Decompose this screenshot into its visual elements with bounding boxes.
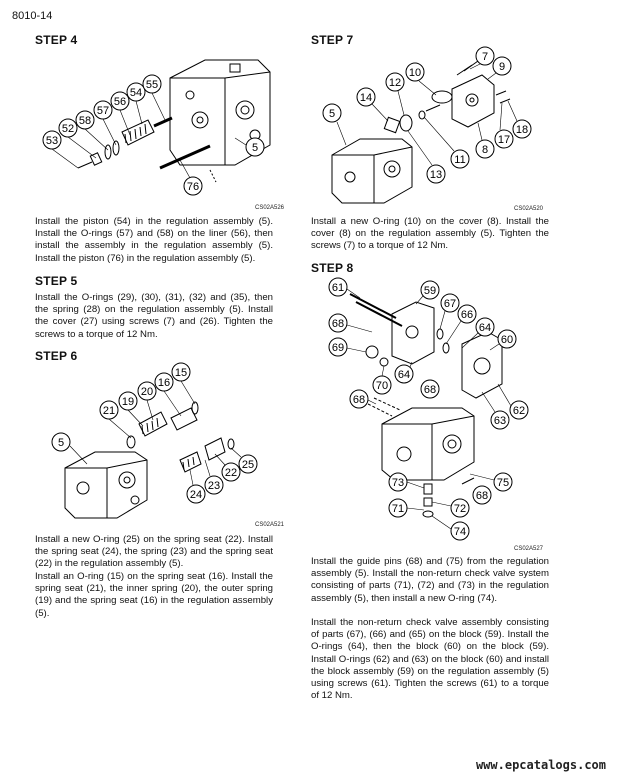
callout-68-c: 68 xyxy=(352,394,366,406)
step-6-title: STEP 6 xyxy=(35,349,78,363)
callout-75: 75 xyxy=(496,477,510,489)
callout-5: 5 xyxy=(57,437,65,449)
step-4-figure xyxy=(30,50,300,208)
callout-18: 18 xyxy=(515,124,529,136)
callout-54: 54 xyxy=(129,87,143,99)
callout-12: 12 xyxy=(388,77,402,89)
callout-9: 9 xyxy=(498,61,506,73)
step-7-figure-code: CS02A520 xyxy=(514,206,544,212)
callout-63: 63 xyxy=(493,415,507,427)
callout-5: 5 xyxy=(328,108,336,120)
step-6-text-2: Install an O-ring (15) on the spring seat (16). Install the spring seat (21), the inner spring (20), the outer spring (19) and the spring seat (16) in the regulation assembly (5). xyxy=(35,571,273,619)
callout-17: 17 xyxy=(497,134,511,146)
callout-68-b: 68 xyxy=(423,384,437,396)
callout-22: 22 xyxy=(224,467,238,479)
callout-68-d: 68 xyxy=(475,490,489,502)
callout-11: 11 xyxy=(454,154,466,166)
callout-53: 53 xyxy=(45,135,59,147)
step-5-title: STEP 5 xyxy=(35,274,78,288)
step-6-figure-code: CS02A521 xyxy=(255,522,285,528)
step-7-title: STEP 7 xyxy=(311,33,354,47)
callout-10: 10 xyxy=(408,67,422,79)
callout-16: 16 xyxy=(157,377,171,389)
callout-5: 5 xyxy=(251,142,259,154)
callout-15: 15 xyxy=(174,367,188,379)
step-8-figure-code: CS02A527 xyxy=(514,546,544,552)
page-number: 8010-14 xyxy=(12,10,53,22)
step-6-figure xyxy=(35,360,275,522)
callout-19: 19 xyxy=(121,396,135,408)
callout-68-a: 68 xyxy=(331,318,345,330)
callout-52: 52 xyxy=(61,123,75,135)
callout-61: 61 xyxy=(331,282,345,294)
callout-58: 58 xyxy=(78,115,92,127)
step-8-text-1: Install the guide pins (68) and (75) from the regulation assembly (5). Install the non-return check valve system consisting of parts (71), (72) and (73) in the regulation assembly (5), then install a new O-ring (74). xyxy=(311,556,549,604)
step-5-text: Install the O-rings (29), (30), (31), (32) and (35), then the spring (28) on the regulation assembly (5). Install the cover (27) using screws (7) and (26). Tighten the screws to a torque of 12 Nm. xyxy=(35,292,273,340)
callout-64-b: 64 xyxy=(397,369,411,381)
step-7-text: Install a new O-ring (10) on the cover (8). Install the cover (8) on the regulation assembly (5). Tighten the screws (7) to a torque of 12 Nm. xyxy=(311,216,549,252)
callout-76: 76 xyxy=(186,181,200,193)
callout-24: 24 xyxy=(189,489,203,501)
step-4-figure-code: CS02A526 xyxy=(255,205,285,211)
callout-57: 57 xyxy=(96,105,110,117)
step-4-title: STEP 4 xyxy=(35,33,78,47)
callout-20: 20 xyxy=(140,386,154,398)
step-7-figure xyxy=(312,45,552,213)
callout-64-a: 64 xyxy=(478,322,492,334)
callout-73: 73 xyxy=(391,477,405,489)
callout-62: 62 xyxy=(512,405,526,417)
callout-74: 74 xyxy=(453,526,467,538)
callout-59: 59 xyxy=(423,285,437,297)
callout-60: 60 xyxy=(500,334,514,346)
step-4-text: Install the piston (54) in the regulation assembly (5). Install the O-rings (57) and (58) on the liner (56), then install the assembly in the regulation assembly (5). Install the piston (76) in the regulation assembly (5). xyxy=(35,216,273,264)
watermark: www.epcatalogs.com xyxy=(475,758,606,772)
step-8-text-2: Install the non-return check valve assembly consisting of parts (67), (66) and (65) on the block (59). Install the O-rings (64), then the block (60) on the block (59). Install O-rings (62) and (63) on the block (60) and install the block assembly (59) on the regulation assembly (5) using screws (61). Tighten the screws (61) to a torque of 12 Nm. xyxy=(311,617,549,702)
step-6-text-1: Install a new O-ring (25) on the spring seat (22). Install the spring seat (24), the spring (23) and the spring seat (22) in the regulation assembly (5). xyxy=(35,534,273,570)
callout-69: 69 xyxy=(331,342,345,354)
callout-21: 21 xyxy=(102,405,116,417)
callout-55: 55 xyxy=(145,79,159,91)
callout-56: 56 xyxy=(113,96,127,108)
callout-66: 66 xyxy=(460,309,474,321)
callout-14: 14 xyxy=(359,92,373,104)
callout-13: 13 xyxy=(429,169,443,181)
callout-71: 71 xyxy=(391,503,405,515)
callout-72: 72 xyxy=(453,503,467,515)
callout-23: 23 xyxy=(207,480,221,492)
step-8-title: STEP 8 xyxy=(311,261,354,275)
callout-25: 25 xyxy=(241,459,255,471)
callout-70: 70 xyxy=(375,380,389,392)
callout-8: 8 xyxy=(481,144,489,156)
callout-7: 7 xyxy=(481,51,489,63)
callout-67: 67 xyxy=(443,298,457,310)
step-8-figure xyxy=(312,274,552,546)
